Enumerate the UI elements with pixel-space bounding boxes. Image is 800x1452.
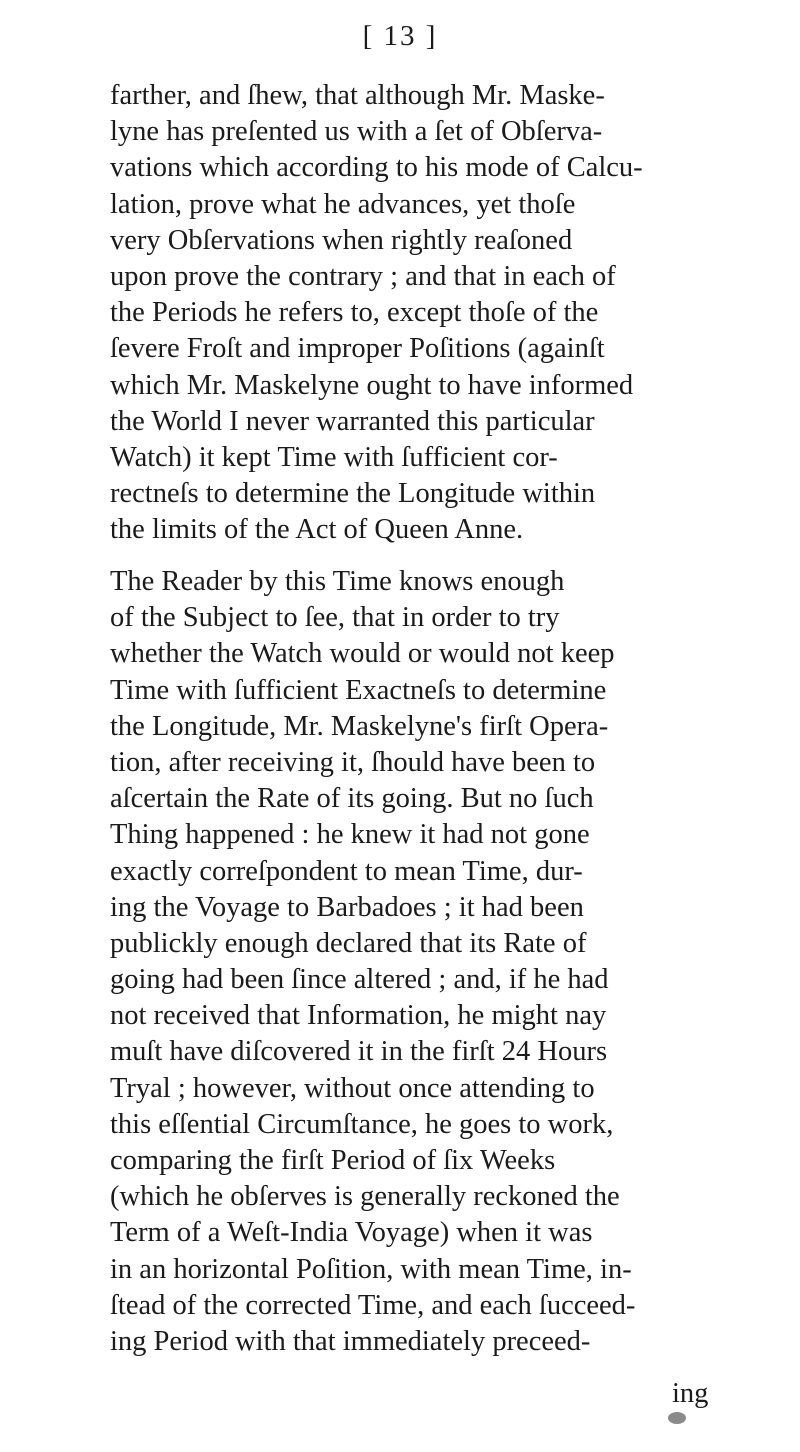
text-line: ing Period with that immediately preceed- bbox=[110, 1325, 591, 1357]
text-line: in an horizontal Poſition, with mean Time, in- bbox=[110, 1253, 632, 1285]
text-line: of the Subject to ſee, that in order to try bbox=[110, 602, 560, 634]
catchword: ing bbox=[672, 1378, 709, 1409]
text-line: very Obſervations when rightly reaſoned bbox=[110, 224, 573, 256]
text-line: Watch) it kept Time with ſufficient cor- bbox=[110, 441, 558, 473]
text-line: Term of a Weſt-India Voyage) when it was bbox=[110, 1217, 593, 1249]
text-line: which Mr. Maskelyne ought to have informed bbox=[110, 369, 634, 401]
text-line: ſtead of the corrected Time, and each ſucceed- bbox=[110, 1289, 636, 1321]
page-number: [ 13 ] bbox=[362, 20, 438, 52]
text-line: aſcertain the Rate of its going. But no ſuch bbox=[110, 783, 594, 815]
text-line: going had been ſince altered ; and, if he had bbox=[110, 964, 609, 996]
text-line: comparing the firſt Period of ſix Weeks bbox=[110, 1145, 556, 1176]
text-line: this eſſential Circumſtance, he goes to work, bbox=[110, 1108, 614, 1140]
paragraph-2 bbox=[110, 564, 750, 1360]
text-line: vations which according to his mode of Calcu- bbox=[110, 152, 643, 184]
text-line: (which he obſerves is generally reckoned the bbox=[110, 1181, 620, 1213]
text-line: the Periods he refers to, except thoſe of the bbox=[110, 297, 599, 329]
text-line: the limits of the Act of Queen Anne. bbox=[110, 514, 524, 546]
text-line: tion, after receiving it, ſhould have been to bbox=[110, 746, 596, 778]
text-line: exactly correſpondent to mean Time, dur- bbox=[110, 855, 583, 887]
ink-blot-mark bbox=[668, 1412, 686, 1424]
text-line: ſevere Froſt and improper Poſitions (againſt bbox=[110, 333, 605, 365]
text-line: the Longitude, Mr. Maskelyne's firſt Opera- bbox=[110, 710, 609, 742]
text-line: Thing happened : he knew it had not gone bbox=[110, 819, 590, 851]
text-line: farther, and ſhew, that although Mr. Maske- bbox=[110, 80, 605, 111]
text-line: Time with ſufficient Exactneſs to determine bbox=[110, 674, 607, 706]
text-line: upon prove the contrary ; and that in each of bbox=[110, 260, 616, 292]
text-line: ing the Voyage to Barbadoes ; it had been bbox=[110, 891, 584, 923]
text-line: rectneſs to determine the Longitude within bbox=[110, 478, 596, 510]
text-line: the World I never warranted this particular bbox=[110, 405, 595, 437]
paragraph-1 bbox=[110, 78, 750, 548]
text-line: not received that Information, he might nay bbox=[110, 1000, 607, 1032]
text-line: lation, prove what he advances, yet thoſe bbox=[110, 188, 576, 220]
text-line: publickly enough declared that its Rate of bbox=[110, 927, 587, 959]
text-line: muſt have diſcovered it in the firſt 24 Hours bbox=[110, 1036, 608, 1068]
text-line: whether the Watch would or would not keep bbox=[110, 638, 615, 670]
text-line: The Reader by this Time knows enough bbox=[110, 566, 565, 597]
text-line: Tryal ; however, without once attending to bbox=[110, 1072, 595, 1104]
text-line: lyne has preſented us with a ſet of Obſerva- bbox=[110, 116, 603, 148]
